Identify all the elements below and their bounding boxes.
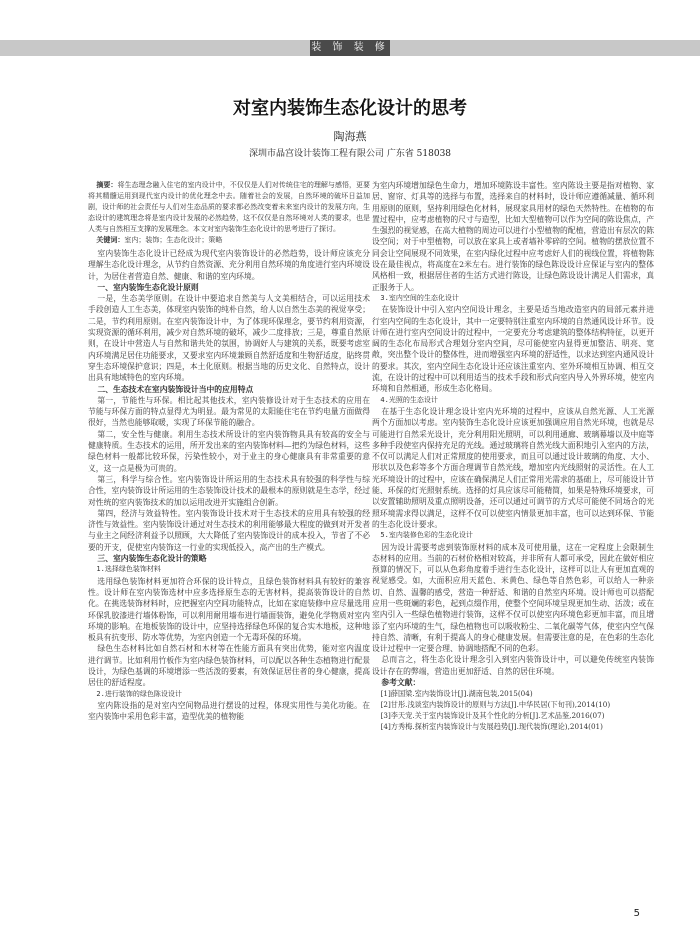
paragraph: 总而言之，将生态化设计理念引入到室内装饰设计中，可以避免传统室内装饰设计存在的弊端，营造出更加舒适、自然的居住环境。 (372, 655, 654, 676)
left-column (88, 180, 370, 722)
paragraph: 绿色生态材料比如自然石材和木材等在性能方面具有突出优势，能对室内温度进行调节。比如利用竹板作为室内绿色装饰材料，可以配以各种生态植物进行配景设计，为绿色基调的环境增添一些活泼的要素，有效保证居住者的身心健康，提高居住的舒适程度。 (88, 644, 370, 688)
paragraph: 选用绿色装饰材料更加符合环保的设计特点，且绿色装饰材料具有较好的兼容性。设计师在室内装饰选材中应多选择原生态的无害材料，提高装饰设计的自然化。在挑选装饰材料时，应把握室内空间功能特点，比如在家庭装修中应尽量选用环保乳胶漆进行墙体粉饰，可以利用耐用墙布进行墙面装饰，避免化学物质对室内环境的影响。在地板装饰的设计中，应坚持选择绿色环保的复合实木地板，这种地板具有抗变形、防水等优势，为室内创造一个无毒环保的环境。 (88, 576, 370, 643)
article-affiliation: 深圳市晶宫设计装饰工程有限公司 广东省 518038 (248, 149, 452, 159)
subsection-heading: 1.选择绿色装饰材料 (96, 565, 161, 574)
reference-item: [2]甘彤.浅谈室内装饰设计的原则与方法[J].中华民居(下旬刊),2014(10) (380, 700, 611, 710)
keywords (88, 235, 370, 246)
paragraph: 第三，科学与综合性。室内装饰设计所运用的生态技术具有较强的科学性与综合性，室内装饰设计所运用的生态装饰设计技术的最根本的原则就是生态学，经过对性统的室内装饰技术的加以运用改进开实施组合创新。 (88, 474, 370, 507)
reference-item: [4]方秀梅.探析室内装饰设计与发展趋势[J].现代装饰(理论),2014(01) (380, 722, 603, 732)
subsection-heading: 5.室内装修色彩的生态化设计 (380, 531, 473, 540)
abstract-label: 摘要： (96, 181, 118, 189)
paragraph: 第一，节能性与环保。相比起其他技术，室内装修设计对于生态技术的应用在节能与环保方面的特点显得尤为明显。最为常见的太阳能住宅在节约电量方面做得很好，当然也能够取暖，实现了环保节能的融合。 (88, 395, 370, 428)
right-column (372, 180, 654, 732)
keywords-label: 关键词： (96, 236, 125, 244)
abstract-text: 将生态理念融入住宅的室内设计中，不仅仅是人们对传统住宅的理解与感悟，更要将其精髓运用到现代室内设计的优化理念中去。随着社会的发展，自然环境的破坏日益加剧，设计师的社会责任与人们对生态品质的要求都必然改变着未来室内设计的发展方向，生态设计的建筑理念将是室内设计发展的必然趋势，这不仅仅是自然环境对人类的要求，也是人类与自然相互支撑的发展理念。本文对室内装饰生态化设计的思考进行了探讨。 (88, 181, 371, 233)
reference-item: [3]李天宠.关于室内装饰设计及其个性化的分析[J].艺术品鉴,2016(07) (380, 711, 605, 721)
subsection-heading: 2.进行装饰的绿色陈设设计 (96, 689, 182, 698)
paragraph: 第四，经济与效益特性。室内装饰设计技术对于生态技术的应用具有较强的经济性与效益性。室内装饰设计通过对生态技术的利用能够最大程度的做到对开发者与业主之间经济利益予以照顾，大大降低了室内装饰设计的成本投入，节省了不必要的开支，促使室内装饰这一行业的实现低投入，高产出的生产模式。 (88, 508, 370, 552)
subsection-heading: 3.室内空间的生态化设计 (380, 293, 459, 302)
paragraph: 在装饰设计中引入室内空间设计理念，主要是适当地改造室内的局部元素并进行室内空间的生态化设计，其中一定要特别注重室内环境的自然通风设计环节。设计师在进行室内空间设计的过程中，一定要充分考虑建筑的整体结构特征，以更开阔的生态化布局形式合理划分室内空间，尽可能使室内显得更加整洁、明亮、宽敞，突出整个设计的整体性，进而增强室内环境的舒适性，以求达到室内通风设计的要求。其次，室内空间生态化设计还应该注重室内、室外环境相互协调、相互交流，在设计的过程中可以利用适当的技术手段和形式向室内导入外界环境，使室内环境和自然相通，形成生态化格局。 (372, 305, 654, 394)
section-heading: 三、室内装饰生态化设计的策略 (97, 554, 207, 564)
article-title: 对室内装饰生态化设计的思考 (233, 98, 467, 119)
abstract (88, 180, 370, 235)
keywords-text: 室内；装饰；生态化设计；策略 (124, 236, 223, 244)
section-heading: 二、生态技术在室内装饰设计当中的应用特点 (97, 384, 254, 394)
paragraph: 为室内环境增加绿色生命力，增加环境陈设丰富性。室内陈设主要是指对植物、家居、窗帘、灯具等的选择与布置，选择来自的材料时，设计师应遵循减量、循环利用原则的原则，坚持利用绿色化材料，展现家具用材的绿色天然特性。在植物的布置过程中，应考虑植物的尺寸与造型，比如大型植物可以作为空间的陈设焦点，产生强烈的视觉感，在高大植物的周边可以进行小型植物的配植，营造出有层次的陈设空间；对于中型植物，可以放在家具上或者墙补零碎的空间。植物的摆放位置不同会让空间展现不同效果，在室内绿化过程中应考虑好人们的视线位置，将植物陈设在最佳视点，将高度在2米左右。进行装饰的绿色陈设设计应保证与室内的整体风格相一致，根据居住者的生活方式进行陈设，让绿色陈设设计满足人们需求，真正服务于人。 (372, 181, 654, 292)
paragraph: 第二，安全性与健康。利用生态技术所设计的室内装饰物具具有较高的安全与健康特质。生态技术的运用，所开发出来的室内装饰材料—把约为绿色材料，这些绿色材料一般都比较环保，污染性较小，对于业主的身心健康具有非常重要的意义，这一点是极为可贵的。 (88, 429, 370, 473)
reference-item: [1]薛国梁.室内装饰设计[J].湖南包装,2015(04) (380, 689, 533, 699)
intro-paragraph: 室内装饰生态化设计已经成为现代室内装饰设计的必然趋势，设计师应该充分理解生态化设计理念，从节约自然资源、充分利用自然环境的角度进行室内环境设计，为居住者营造自然、健康、和谐的室内环境。 (88, 249, 370, 281)
section-label: 装 饰 装 修 (310, 40, 390, 56)
paragraph: 在基于生态化设计理念设计室内光环境的过程中，应该从自然光源、人工光源两个方面加以考虑。室内装饰生态化设计应该更加强调应用自然光环境，也就是尽可能进行自然采光设计，充分利用阳光照明，可以利用通廊、玻璃幕墙以及中庭等多种手段使室内保持充足的光线。通过玻璃将自然光线大面积地引入室内的方法，不仅可以满足人们对正常照度的使用要求，而且可以通过设计玻璃的角度、大小、形状以及色彩等多个方面合理调节自然光线，增加室内光线照射的灵活性。在人工光环境设计的过程中，应该在确保满足人们正常用光需求的基础上，尽可能设计节能、环保的灯光照射系统。选择的灯具应该尽可能精简，如果是特殊环境要求，可以安置辅助照明及重点照明设备，还可以通过可调节的方式尽可能使不同场合的光照环境需求得以满足，这样不仅可以使室内情景更加丰富，也可以达到环保、节能的生态化设计要求。 (372, 406, 654, 529)
article-author: 陶海燕 (333, 130, 367, 143)
subsection-heading: 4.光照的生态设计 (380, 395, 438, 404)
section-heading: 一、室内装饰生态化设计原则 (97, 282, 199, 292)
paragraph: 因为设计需要考虑到装饰原材料的成本及可使用量，这在一定程度上会限制生态材料的应用。当前的石材价格相对较高，并非所有人都可承受，因此在做好相应预算的情况下，可以从色彩角度着手进行生态化设计，这样可以让人有更加直观的视觉感受。如，大面积应用天蓝色、米黄色、绿色等自然色彩，可以给人一种亲切、自然、温馨的感受，营造一种舒适、和谐的自然室内环境。设计师也可以搭配应用一些斑斓的彩色，起到点缀作用，使整个空间环境呈现更加生动、活泼；或在室内引入一些绿色植物进行装饰，这样不仅可以使室内环境色彩更加丰富，而且增添了室内环境的生气，绿色植物也可以吸收粉尘、二氧化碳等气体，使室内空气保持自然、清晰，有利于提高人的身心健康发展。但需要注意的是，在色彩的生态化设计过程中一定要合理、协调地搭配不同的色彩。 (372, 542, 654, 654)
paragraph: 一是，生态美学原则。在设计中要追求自然美与人文美相结合，可以运用技术手段创造人工生态美，体现室内装饰的纯朴自然，给人以自然生态美的视觉享受；二是，节约利用原则。在室内装饰设计中，为了体现环保理念，要节约利用资源，实现资源的循环利用，减少对自然环境的破坏，减少二度排放；三是，尊重自然原则，在设计中营造人与自然和谐共处的氛围，协调好人与建筑的关系，既要考虑室内环境满足居住功能要求，又要求室内环境兼顾自然舒适度和生物舒适度，貼终贯穿生态环境保护意识；四是，本土化原则。根据当地的历史文化、自然特点，设计出具有地域特色的室内环境。 (88, 294, 370, 383)
references-heading: 参考文献： (381, 678, 421, 688)
paragraph: 室内陈设指的是对室内空间物品进行摆设的过程，体现实用性与美化功能。在室内装饰中采用色彩丰富，造型优美的植物能 (88, 700, 370, 722)
page-number: 5 (633, 908, 640, 919)
